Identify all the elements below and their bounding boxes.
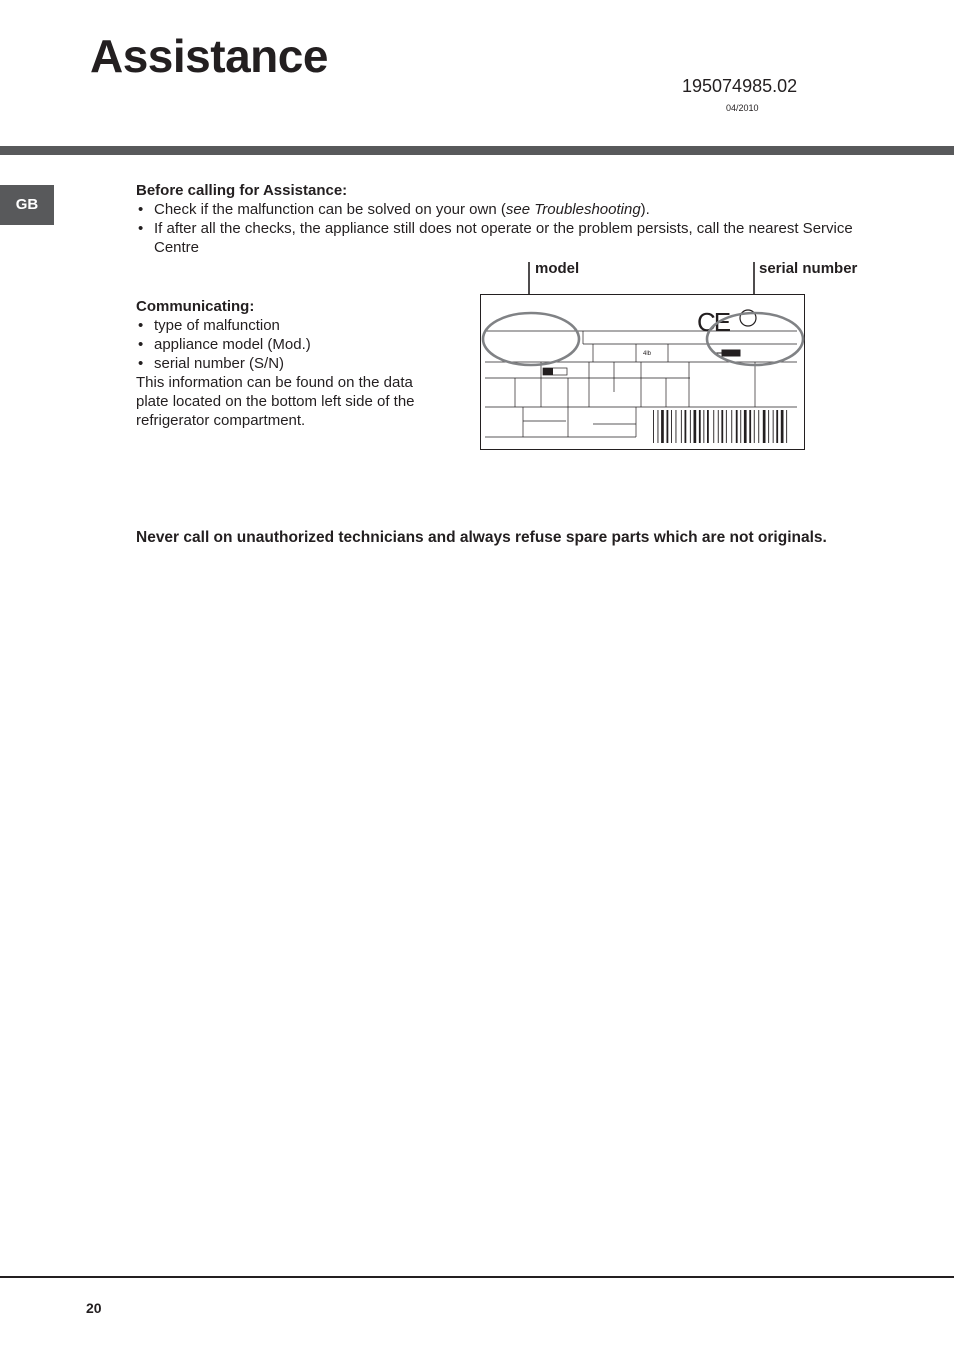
plate-small-text: 4lb — [643, 351, 652, 357]
barcode-bar — [763, 410, 766, 443]
barcode-bar — [768, 410, 769, 443]
list-item: • If after all the checks, the appliance still does not operate or the problem persists, call the nearest Service Centre — [136, 219, 896, 257]
before-calling-heading: Before calling for Assistance: — [136, 182, 348, 199]
communicating-heading: Communicating: — [136, 298, 255, 315]
model-label: model — [535, 260, 580, 277]
barcode-bar — [749, 410, 751, 443]
page-number: 20 — [86, 1300, 102, 1316]
barcode-bar — [781, 410, 784, 443]
barcode-bar — [667, 410, 669, 443]
barcode-bar — [773, 410, 774, 443]
barcode-bar — [754, 410, 755, 443]
list-item: • appliance model (Mod.) — [136, 335, 436, 354]
barcode-bar — [653, 410, 654, 443]
barcode-bar — [703, 410, 704, 443]
barcode-bar — [718, 410, 719, 443]
barcode-bar — [744, 410, 747, 443]
barcode-bar — [736, 410, 738, 443]
communicating-list — [136, 316, 436, 373]
barcode-bar — [721, 410, 723, 443]
data-plate-diagram — [480, 260, 810, 454]
data-plate-location-note: This information can be found on the data plate located on the bottom left side of the refrigerator compartment. — [136, 374, 415, 429]
barcode-bar — [776, 410, 778, 443]
before-calling-section — [136, 181, 896, 257]
language-tab: GB — [0, 185, 54, 225]
document-number: 195074985.02 — [682, 76, 798, 96]
barcode-bar — [758, 410, 759, 443]
plate-small-box-fill — [543, 368, 553, 375]
list-item: • serial number (S/N) — [136, 354, 436, 373]
header-divider-bar — [0, 146, 954, 155]
barcode-bar — [658, 410, 659, 443]
barcode-bar — [676, 410, 677, 443]
item-text: Check if the malfunction can be solved on your own ( — [154, 201, 506, 218]
barcode-bar — [740, 410, 741, 443]
troubleshooting-reference: see Troubleshooting — [505, 201, 641, 218]
barcode-bar — [786, 410, 787, 443]
barcode-bar — [713, 410, 714, 443]
barcode-bar — [694, 410, 697, 443]
warning-text: Never call on unauthorized technicians and always refuse spare parts which are not originals. — [136, 529, 827, 546]
item-text: ). — [640, 201, 650, 218]
barcode-bar — [699, 410, 701, 443]
barcode-bar — [690, 410, 691, 443]
barcode-bar — [707, 410, 709, 443]
page-title: Assistance — [90, 30, 328, 82]
barcode-bar — [685, 410, 687, 443]
barcode-bar — [661, 410, 664, 443]
before-calling-list — [136, 200, 896, 257]
footer-divider — [0, 1276, 954, 1278]
barcode-bar — [681, 410, 682, 443]
communicating-section — [136, 297, 436, 430]
document-date: 04/2010 — [726, 103, 759, 113]
barcode-bar — [731, 410, 732, 443]
ce-mark-icon: CE — [697, 307, 730, 337]
list-item: • type of malfunction — [136, 316, 436, 335]
list-item — [136, 200, 896, 219]
barcode-bar — [726, 410, 727, 443]
barcode-bar — [671, 410, 672, 443]
serial-number-label: serial number — [759, 260, 858, 277]
